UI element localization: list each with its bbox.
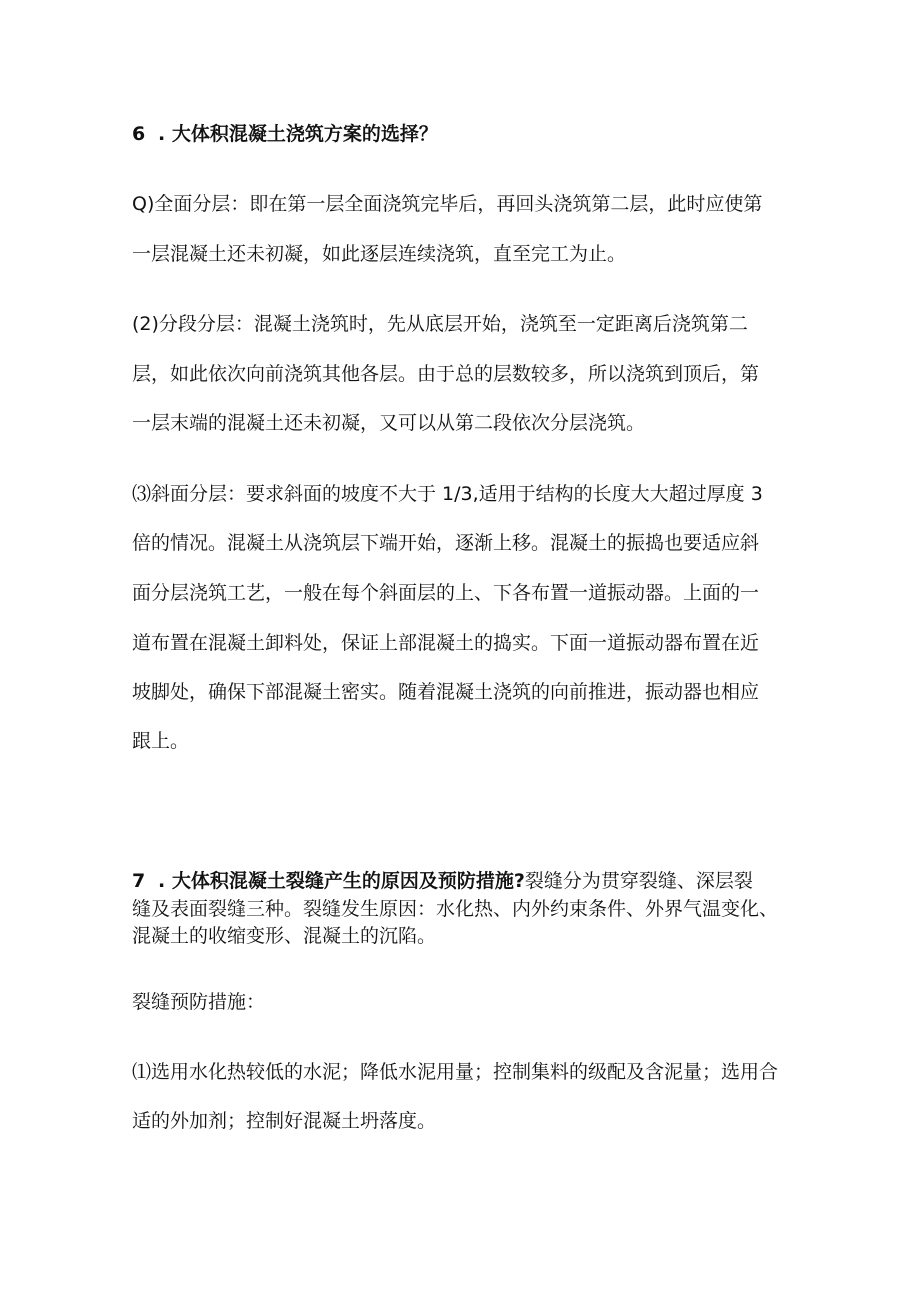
section-7-title: . 大体积混凝土裂缝产生的原因及预防措施?: [158, 870, 525, 892]
prevention-item-1-line-1: ⑴选用水化热较低的水泥；降低水泥用量；控制集料的级配及含泥量；选用合: [132, 1061, 779, 1083]
para-1-line-2: 一层混凝土还未初凝，如此逐层连续浇筑，直至完工为止。: [132, 243, 627, 265]
section-7-title-rest: 裂缝分为贯穿裂缝、深层裂: [524, 870, 753, 892]
para-3-line-5: 坡脚处，确保下部混凝土密实。随着混凝土浇筑的向前推进，振动器也相应: [132, 681, 760, 703]
prevention-item-1-line-2: 适的外加剂；控制好混凝土坍落度。: [132, 1110, 437, 1132]
section-6-heading: [132, 121, 812, 147]
section-6-title: . 大体积混凝土浇筑方案的选择？: [158, 123, 438, 145]
para-2-line-3: 一层末端的混凝土还未初凝，又可以从第二段依次分层浇筑。: [132, 412, 646, 434]
prevention-label: 裂缝预防措施：: [132, 991, 266, 1013]
para-1-line-1: Q)全面分层：即在第一层全面浇筑完毕后，再回头浇筑第二层，此时应使第: [132, 193, 763, 215]
section-6-number: 6: [132, 123, 146, 145]
para-3-line-1: ⑶斜面分层：要求斜面的坡度不大于 1/3,适用于结构的长度大大超过厚度 3: [132, 483, 763, 505]
para-3-line-6: 跟上。: [132, 730, 190, 752]
section-7-heading: [132, 868, 812, 894]
section-7-line-2: 缝及表面裂缝三种。裂缝发生原因：水化热、内外约束条件、外界气温变化、: [132, 898, 779, 920]
para-2-line-2: 层，如此依次向前浇筑其他各层。由于总的层数较多，所以浇筑到顶后，第: [132, 363, 760, 385]
para-3-line-4: 道布置在混凝土卸料处，保证上部混凝土的捣实。下面一道振动器布置在近: [132, 632, 760, 654]
para-3-line-3: 面分层浇筑工艺，一般在每个斜面层的上、下各布置一道振动器。上面的一: [132, 582, 760, 604]
para-3-line-2: 倍的情况。混凝土从浇筑层下端开始，逐渐上移。混凝土的振捣也要适应斜: [132, 532, 760, 554]
para-2-line-1: (2)分段分层：混凝土浇筑时，先从底层开始，浇筑至一定距离后浇筑第二: [132, 313, 748, 335]
section-7-number: 7: [132, 870, 146, 892]
section-7-line-3: 混凝土的收缩变形、混凝土的沉陷。: [132, 925, 437, 947]
